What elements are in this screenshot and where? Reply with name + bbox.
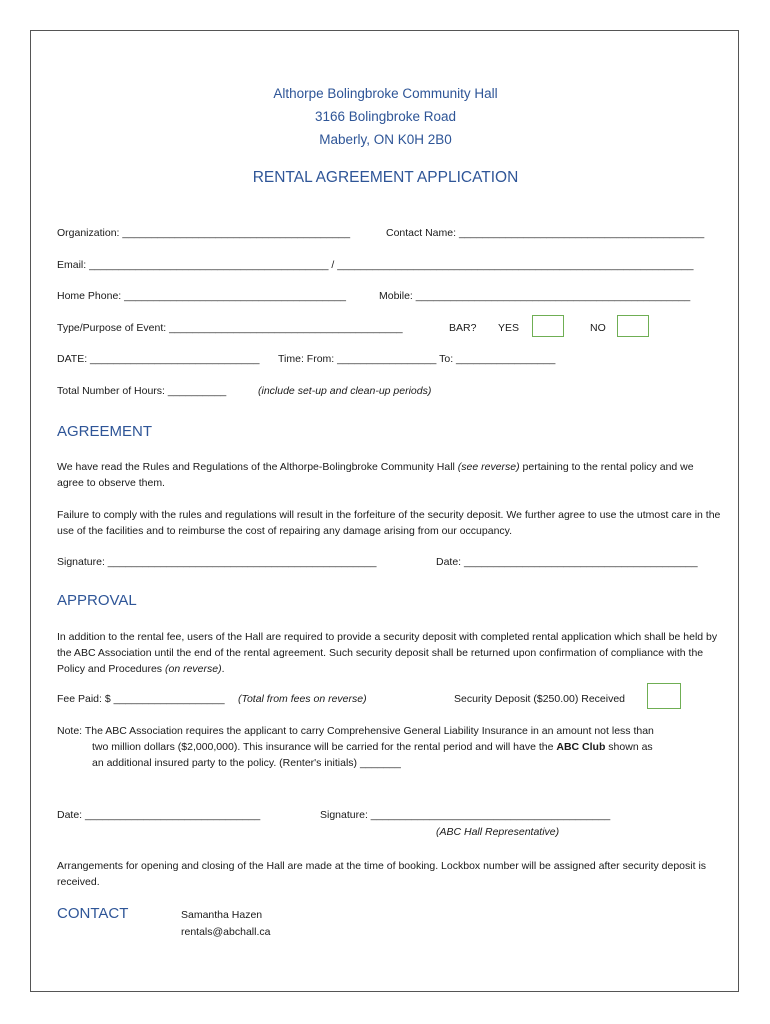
date-field[interactable]: DATE: _____________________________ bbox=[57, 353, 260, 365]
hours-note: (include set-up and clean-up periods) bbox=[258, 385, 432, 397]
home-phone-field[interactable]: Home Phone: ______________________________________ bbox=[57, 290, 347, 302]
bar-no-checkbox[interactable] bbox=[617, 315, 649, 337]
approval-signature-field[interactable]: Signature: _________________________________________ bbox=[320, 809, 611, 821]
email-field[interactable]: Email: _________________________________________ / _____________________________________________________________ bbox=[57, 259, 694, 271]
representative-label: (ABC Hall Representative) bbox=[436, 826, 560, 838]
form-page bbox=[30, 30, 739, 992]
mobile-field[interactable]: Mobile: _______________________________________________ bbox=[379, 290, 691, 302]
contact-name-field[interactable]: Contact Name: __________________________________________ bbox=[386, 227, 705, 239]
total-hours-field[interactable]: Total Number of Hours: __________ bbox=[57, 385, 227, 397]
agreement-paragraph-2: Failure to comply with the rules and regulations will result in the forfeiture of the security deposit. We further agree to use the utmost care in the use of the facilities and to reimburse the cost of repairing any damage arising from our occupancy. bbox=[57, 509, 721, 537]
security-deposit-label: Security Deposit ($250.00) Received bbox=[454, 693, 626, 705]
agreement-date-field[interactable]: Date: ________________________________________ bbox=[436, 556, 698, 568]
no-label: NO bbox=[590, 322, 606, 334]
arrangements-note: Arrangements for opening and closing of the Hall are made at the time of booking. Lockbox number will be assigned after security deposit is received. bbox=[57, 860, 707, 888]
agreement-heading: AGREEMENT bbox=[57, 423, 153, 440]
insurance-note-line-2: two million dollars ($2,000,000). This insurance will be carried for the rental period and will have the ABC Club shown as bbox=[92, 741, 653, 753]
hall-city: Maberly, ON K0H 2B0 bbox=[319, 132, 452, 147]
hall-name: Althorpe Bolingbroke Community Hall bbox=[273, 86, 498, 101]
approval-heading: APPROVAL bbox=[57, 592, 137, 609]
bar-yes-checkbox[interactable] bbox=[532, 315, 564, 337]
fee-note: (Total from fees on reverse) bbox=[238, 693, 367, 705]
agreement-signature-field[interactable]: Signature: ______________________________________________ bbox=[57, 556, 377, 568]
time-field[interactable]: Time: From: _________________ To: _________________ bbox=[278, 353, 556, 365]
yes-label: YES bbox=[498, 322, 520, 334]
event-type-field[interactable]: Type/Purpose of Event: ________________________________________ bbox=[57, 322, 403, 334]
contact-heading: CONTACT bbox=[57, 905, 129, 922]
contact-name: Samantha Hazen bbox=[181, 909, 263, 921]
approval-date-field[interactable]: Date: ______________________________ bbox=[57, 809, 261, 821]
fee-paid-field[interactable]: Fee Paid: $ ___________________ bbox=[57, 693, 225, 705]
bar-label: BAR? bbox=[449, 322, 477, 334]
contact-email-link[interactable]: rentals@abchall.ca bbox=[181, 926, 271, 938]
hall-address: 3166 Bolingbroke Road bbox=[314, 109, 457, 124]
form-title: RENTAL AGREEMENT APPLICATION bbox=[252, 169, 519, 186]
agreement-paragraph-1: We have read the Rules and Regulations of the Althorpe-Bolingbroke Community Hall (see reverse) pertaining to the rental policy and we agree to observe them. bbox=[57, 461, 694, 489]
approval-paragraph: In addition to the rental fee, users of the Hall are required to provide a security deposit with completed rental application which shall be held by the ABC Association until the end of the rental agreement. Such security deposit shall be returned upon confirmation of compliance with the Policy and Procedures (on reverse). bbox=[57, 631, 718, 675]
insurance-note-line-3[interactable]: an additional insured party to the policy. (Renter's initials) _______ bbox=[92, 757, 401, 769]
insurance-note-line-1: Note: The ABC Association requires the applicant to carry Comprehensive General Liability Insurance in an amount not less than bbox=[57, 725, 654, 737]
organization-field[interactable]: Organization: _______________________________________ bbox=[57, 227, 351, 239]
deposit-received-checkbox[interactable] bbox=[647, 683, 681, 709]
